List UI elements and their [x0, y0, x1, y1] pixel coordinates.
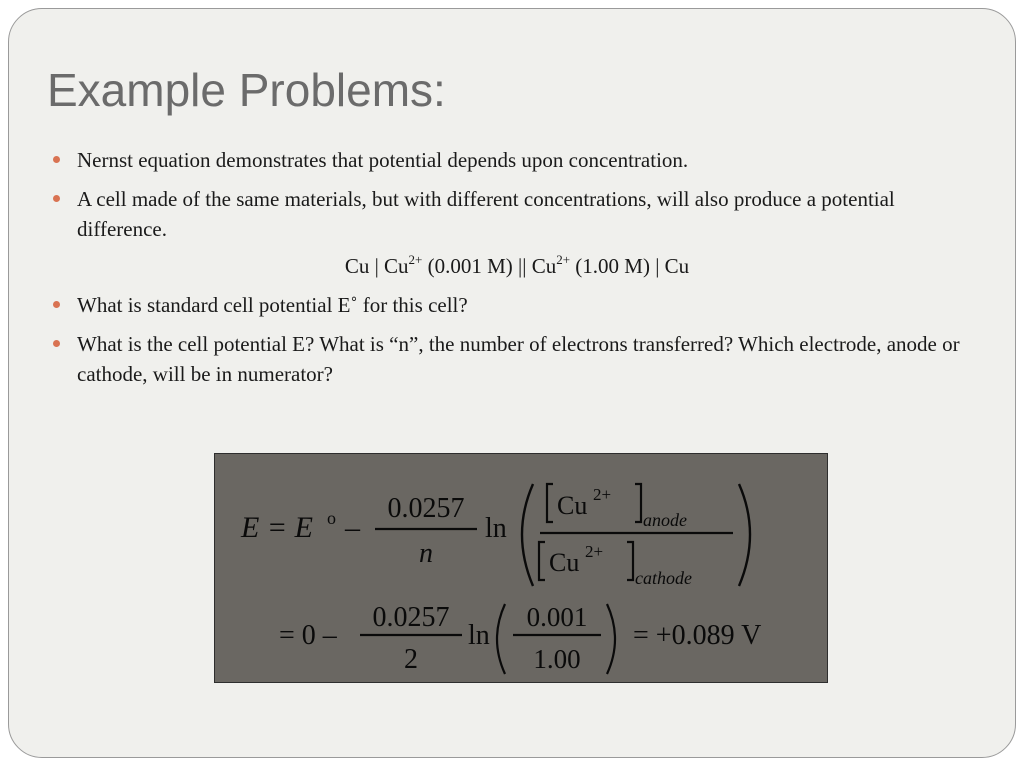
bullet-marker-icon [53, 195, 60, 202]
ion-charge: 2+ [408, 252, 423, 267]
bullet-text: Nernst equation demonstrates that potential depends upon concentration. [77, 148, 689, 172]
formula-n: n [419, 538, 433, 569]
ion-label: Cu [557, 491, 588, 520]
formula-result: = +0.089 V [633, 620, 762, 651]
bullet-marker-icon [53, 301, 60, 308]
right-bracket [635, 484, 641, 522]
bullet-item [47, 184, 987, 244]
formula-ln: ln [485, 513, 507, 544]
nernst-formula-image [214, 453, 828, 683]
formula-line2-start: = 0 – [279, 620, 337, 651]
bullet-marker-icon [53, 340, 60, 347]
bullet-item [47, 290, 987, 320]
left-paren [522, 484, 533, 586]
right-bracket [627, 542, 633, 580]
ratio-numerator: 0.001 [526, 602, 588, 632]
formula-lhs: E = E [241, 511, 313, 544]
formula-coefficient: 0.0257 [372, 602, 450, 633]
ratio-denominator: 1.00 [533, 644, 581, 674]
bullet-text: What is the cell potential E? What is “n”, the number of electrons transferred? Which electrode, anode or cathode, will be in numerator? [77, 332, 960, 386]
formula-minus: – [345, 511, 360, 544]
right-paren [739, 484, 750, 586]
bullet-marker-icon [53, 156, 60, 163]
bullet-item [47, 329, 987, 389]
ion-charge: 2+ [585, 542, 604, 561]
formula-ln: ln [468, 620, 490, 651]
nernst-formula [215, 454, 827, 682]
cathode-subscript: cathode [635, 568, 692, 588]
slide [8, 8, 1016, 758]
bullet-text: A cell made of the same materials, but with different concentrations, will also produce a potential difference. [77, 187, 895, 241]
formula-coefficient: 0.0257 [387, 493, 465, 524]
formula-denominator: 2 [404, 644, 418, 675]
formula-degree: o [327, 508, 336, 528]
anode-subscript: anode [643, 510, 687, 530]
ion-charge: 2+ [593, 485, 612, 504]
right-paren [607, 604, 615, 674]
ion-label: Cu [549, 548, 580, 577]
bullet-text: What is standard cell potential E˚ for this cell? [77, 293, 468, 317]
ion-charge: 2+ [556, 252, 571, 267]
cell-notation-part: (1.00 M) | Cu [570, 254, 690, 278]
cell-notation-part: (0.001 M) || Cu [422, 254, 557, 278]
cell-notation [47, 251, 987, 281]
left-bracket [539, 542, 545, 580]
left-bracket [547, 484, 553, 522]
slide-content [47, 145, 987, 398]
left-paren [497, 604, 505, 674]
cell-notation-part: Cu | Cu [344, 254, 409, 278]
slide-title: Example Problems: [47, 64, 446, 116]
bullet-item [47, 145, 987, 175]
